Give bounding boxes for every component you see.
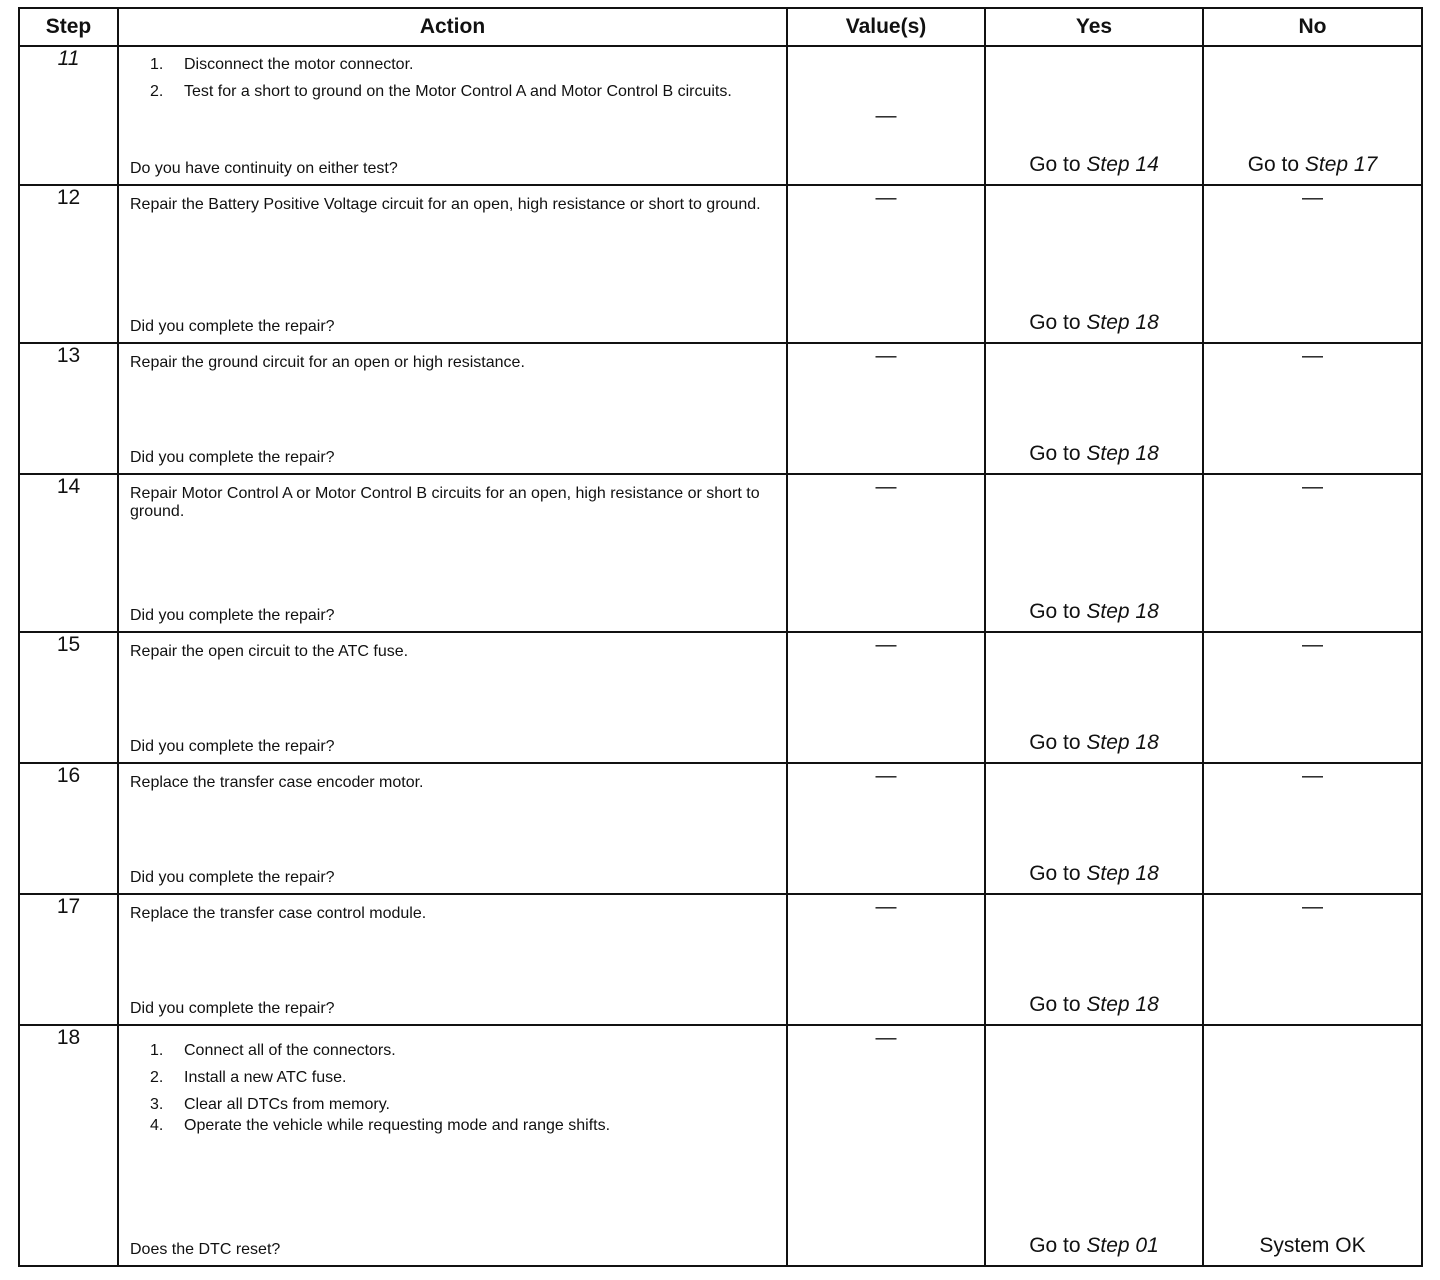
list-item: 2. Test for a short to ground on the Motor Control A and Motor Control B circuits. xyxy=(150,83,732,100)
instruction-list xyxy=(130,1042,778,1135)
step-number: 11 xyxy=(19,46,118,185)
table-row xyxy=(19,343,1422,474)
no-link-prefix: Go to xyxy=(1247,153,1305,176)
action-cell xyxy=(118,763,787,894)
yes-cell xyxy=(985,343,1203,474)
yes-cell xyxy=(985,46,1203,185)
question-text: Do you have continuity on either test? xyxy=(130,160,398,177)
yes-link-prefix: Go to xyxy=(1029,862,1087,885)
no-cell: — xyxy=(1203,894,1422,1025)
table-row xyxy=(19,474,1422,632)
header-values: Value(s) xyxy=(787,8,985,46)
yes-cell xyxy=(985,185,1203,343)
step-number: 12 xyxy=(19,185,118,343)
yes-step-link[interactable]: Step 18 xyxy=(1086,600,1159,623)
question-text: Did you complete the repair? xyxy=(130,869,335,886)
value-cell: — xyxy=(787,46,985,185)
table-row xyxy=(19,185,1422,343)
header-row xyxy=(19,8,1422,46)
yes-step-link[interactable]: Step 01 xyxy=(1086,1234,1159,1257)
step-number: 17 xyxy=(19,894,118,1025)
action-cell xyxy=(118,474,787,632)
value-cell: — xyxy=(787,763,985,894)
list-item: 2. Install a new ATC fuse. xyxy=(150,1069,347,1086)
action-cell xyxy=(118,894,787,1025)
question-text: Did you complete the repair? xyxy=(130,1000,335,1017)
action-cell xyxy=(118,185,787,343)
step-number: 14 xyxy=(19,474,118,632)
action-text: Repair the Battery Positive Voltage circuit for an open, high resistance or short to ground. xyxy=(130,196,761,213)
list-item: 3. Clear all DTCs from memory. xyxy=(150,1096,390,1113)
table-row xyxy=(19,763,1422,894)
header-action: Action xyxy=(118,8,787,46)
value-cell: — xyxy=(787,343,985,474)
no-cell: — xyxy=(1203,632,1422,763)
no-cell: — xyxy=(1203,763,1422,894)
question-text: Did you complete the repair? xyxy=(130,449,335,466)
action-cell xyxy=(118,343,787,474)
action-text: Replace the transfer case encoder motor. xyxy=(130,774,424,791)
action-text: Replace the transfer case control module. xyxy=(130,905,427,922)
no-cell xyxy=(1203,1025,1422,1266)
yes-link-prefix: Go to xyxy=(1029,1234,1087,1257)
header-step: Step xyxy=(19,8,118,46)
yes-cell xyxy=(985,632,1203,763)
value-cell: — xyxy=(787,1025,985,1266)
table-row xyxy=(19,632,1422,763)
step-number: 18 xyxy=(19,1025,118,1266)
yes-cell xyxy=(985,1025,1203,1266)
action-text: Repair the open circuit to the ATC fuse. xyxy=(130,643,409,660)
header-no: No xyxy=(1203,8,1422,46)
yes-step-link[interactable]: Step 14 xyxy=(1086,153,1159,176)
yes-cell xyxy=(985,763,1203,894)
no-cell: — xyxy=(1203,474,1422,632)
value-cell: — xyxy=(787,894,985,1025)
yes-link-prefix: Go to xyxy=(1029,311,1087,334)
list-item: 4. Operate the vehicle while requesting mode and range shifts. xyxy=(150,1117,611,1134)
yes-step-link[interactable]: Step 18 xyxy=(1086,862,1159,885)
no-step-link[interactable]: Step 17 xyxy=(1304,153,1378,176)
yes-step-link[interactable]: Step 18 xyxy=(1086,731,1159,754)
system-ok-text: System OK xyxy=(1259,1234,1366,1257)
step-number: 15 xyxy=(19,632,118,763)
diagnostic-table xyxy=(18,7,1423,1267)
question-text: Does the DTC reset? xyxy=(130,1241,281,1258)
list-item: 1. Connect all of the connectors. xyxy=(150,1042,396,1059)
step-number: 16 xyxy=(19,763,118,894)
yes-step-link[interactable]: Step 18 xyxy=(1086,311,1159,334)
list-item: 1. Disconnect the motor connector. xyxy=(150,56,414,73)
table-row xyxy=(19,894,1422,1025)
no-cell: — xyxy=(1203,185,1422,343)
action-cell xyxy=(118,46,787,185)
yes-link-prefix: Go to xyxy=(1029,442,1087,465)
yes-link-prefix: Go to xyxy=(1029,153,1087,176)
yes-link-prefix: Go to xyxy=(1029,600,1087,623)
yes-step-link[interactable]: Step 18 xyxy=(1086,993,1159,1016)
value-cell: — xyxy=(787,474,985,632)
action-text: Repair Motor Control A or Motor Control B circuits for an open, high resistance or short to ground. xyxy=(130,485,760,520)
yes-cell xyxy=(985,474,1203,632)
question-text: Did you complete the repair? xyxy=(130,738,335,755)
yes-link-prefix: Go to xyxy=(1029,731,1087,754)
instruction-list xyxy=(130,56,778,101)
value-cell: — xyxy=(787,632,985,763)
yes-step-link[interactable]: Step 18 xyxy=(1086,442,1159,465)
yes-link-prefix: Go to xyxy=(1029,993,1087,1016)
no-cell: — xyxy=(1203,343,1422,474)
no-cell xyxy=(1203,46,1422,185)
header-yes: Yes xyxy=(985,8,1203,46)
yes-cell xyxy=(985,894,1203,1025)
value-cell: — xyxy=(787,185,985,343)
action-text: Repair the ground circuit for an open or high resistance. xyxy=(130,354,525,371)
table-row xyxy=(19,46,1422,185)
step-number: 13 xyxy=(19,343,118,474)
question-text: Did you complete the repair? xyxy=(130,607,335,624)
table-row xyxy=(19,1025,1422,1266)
action-cell xyxy=(118,1025,787,1266)
question-text: Did you complete the repair? xyxy=(130,318,335,335)
action-cell xyxy=(118,632,787,763)
